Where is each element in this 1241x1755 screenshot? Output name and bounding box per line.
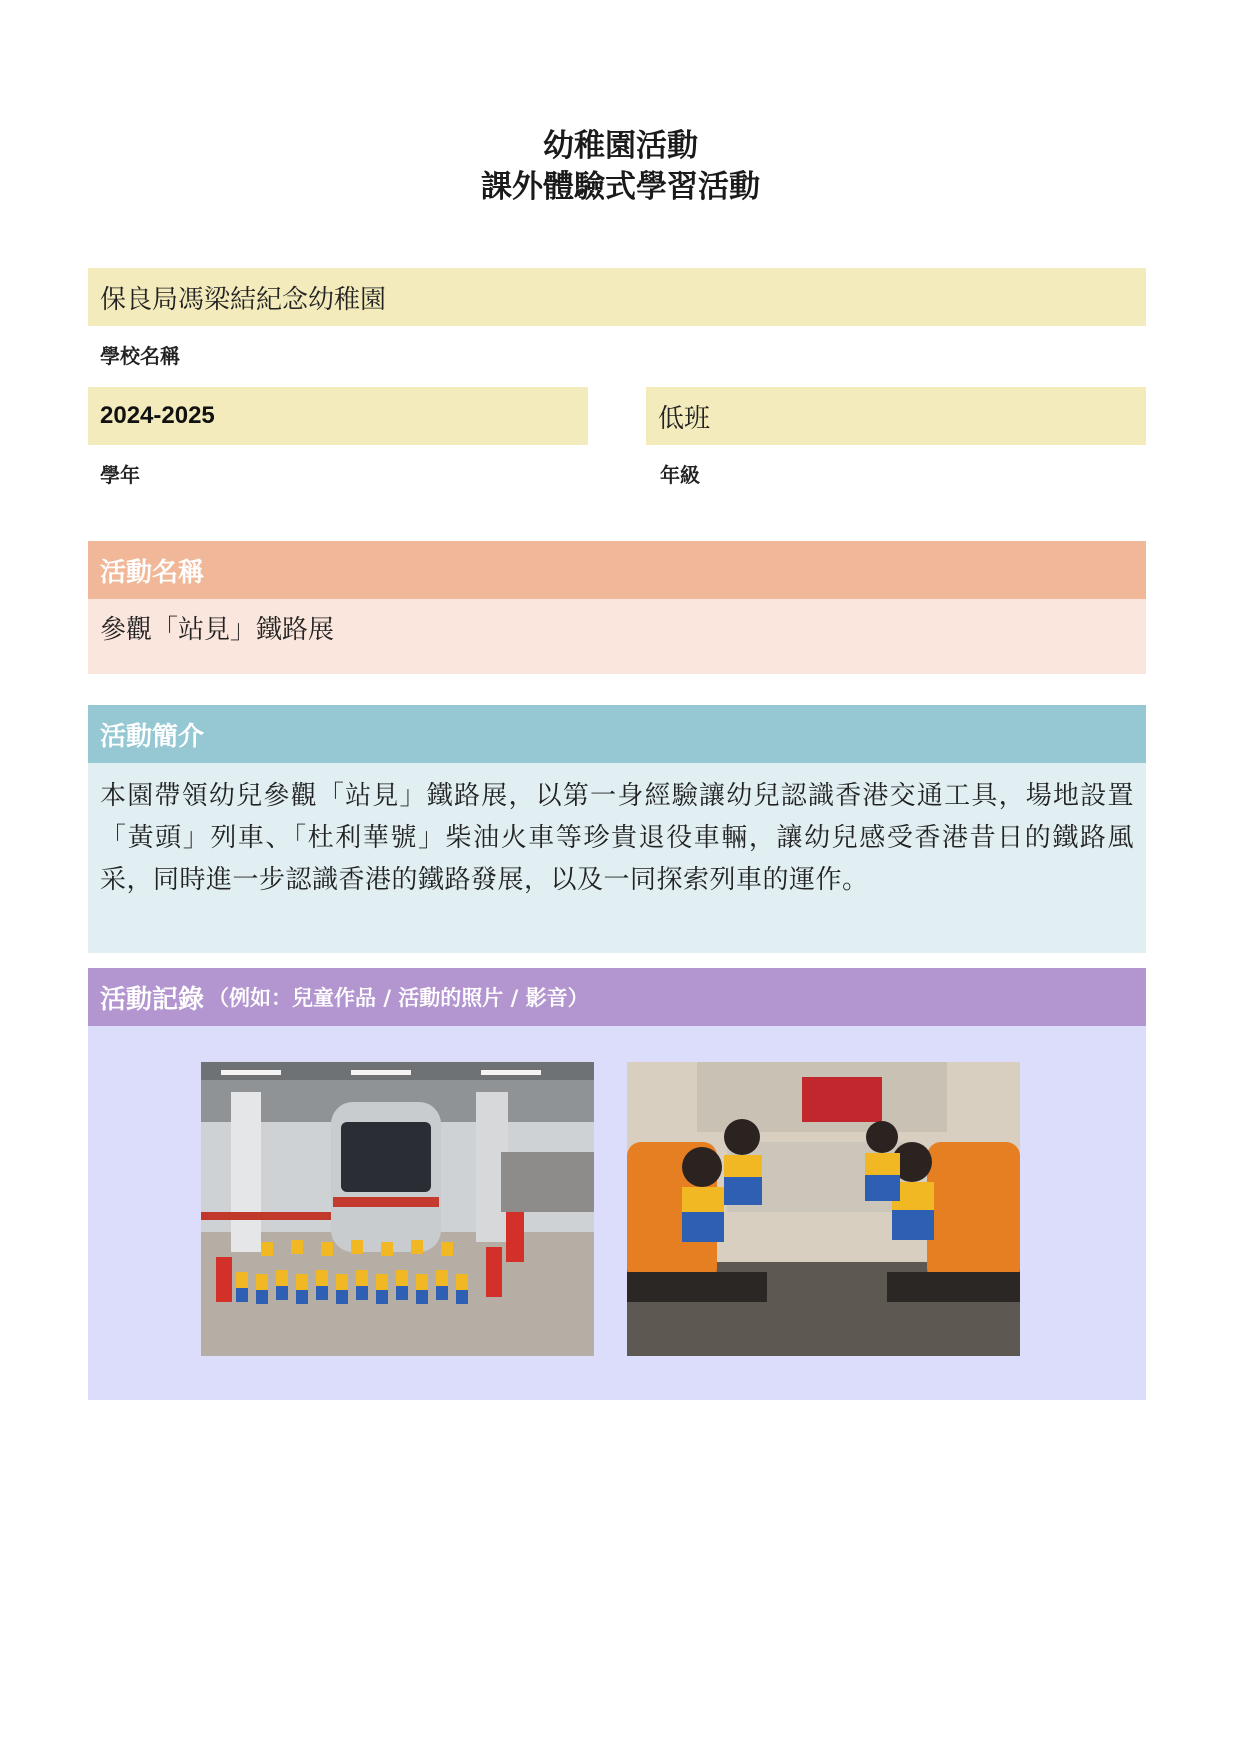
activity-record-subheading: （例如：兒童作品 / 活動的照片 / 影音） bbox=[208, 986, 589, 1010]
page-title: 幼稚園活動 bbox=[543, 128, 698, 164]
photo-group-train bbox=[201, 1062, 594, 1356]
activity-name-value: 參觀「站見」鐵路展 bbox=[100, 615, 335, 645]
school-year-label: 學年 bbox=[100, 463, 140, 487]
activity-intro-panel bbox=[88, 763, 1146, 953]
grade-label: 年級 bbox=[660, 463, 700, 487]
photo-children-in-train bbox=[627, 1062, 1020, 1356]
grade-field bbox=[646, 387, 1146, 445]
activity-intro-header bbox=[88, 705, 1146, 763]
school-year-field bbox=[88, 387, 588, 445]
page-subtitle: 課外體驗式學習活動 bbox=[481, 169, 760, 205]
grade-value: 低班 bbox=[658, 403, 711, 434]
activity-record-heading: 活動記錄 bbox=[100, 984, 205, 1015]
activity-name-panel bbox=[88, 599, 1146, 674]
school-year-value: 2024-2025 bbox=[100, 402, 215, 429]
school-name-field bbox=[88, 268, 1146, 326]
activity-intro-heading: 活動簡介 bbox=[100, 721, 205, 752]
activity-record-header bbox=[88, 968, 1146, 1026]
school-name-value: 保良局馮梁結紀念幼稚園 bbox=[100, 284, 387, 315]
school-name-label: 學校名稱 bbox=[100, 344, 180, 368]
activity-name-header bbox=[88, 541, 1146, 599]
activity-intro-text: 本園帶領幼兒參觀「站見」鐵路展，以第一身經驗讓幼兒認識香港交通工具，場地設置「黃頭」列車、「杜利華號」柴油火車等珍貴退役車輛，讓幼兒感受香港昔日的鐵路風采，同時進一步認識香港的鐵路發展，以及一同探索列車的運作。 bbox=[100, 781, 1134, 895]
activity-name-heading: 活動名稱 bbox=[100, 557, 205, 588]
